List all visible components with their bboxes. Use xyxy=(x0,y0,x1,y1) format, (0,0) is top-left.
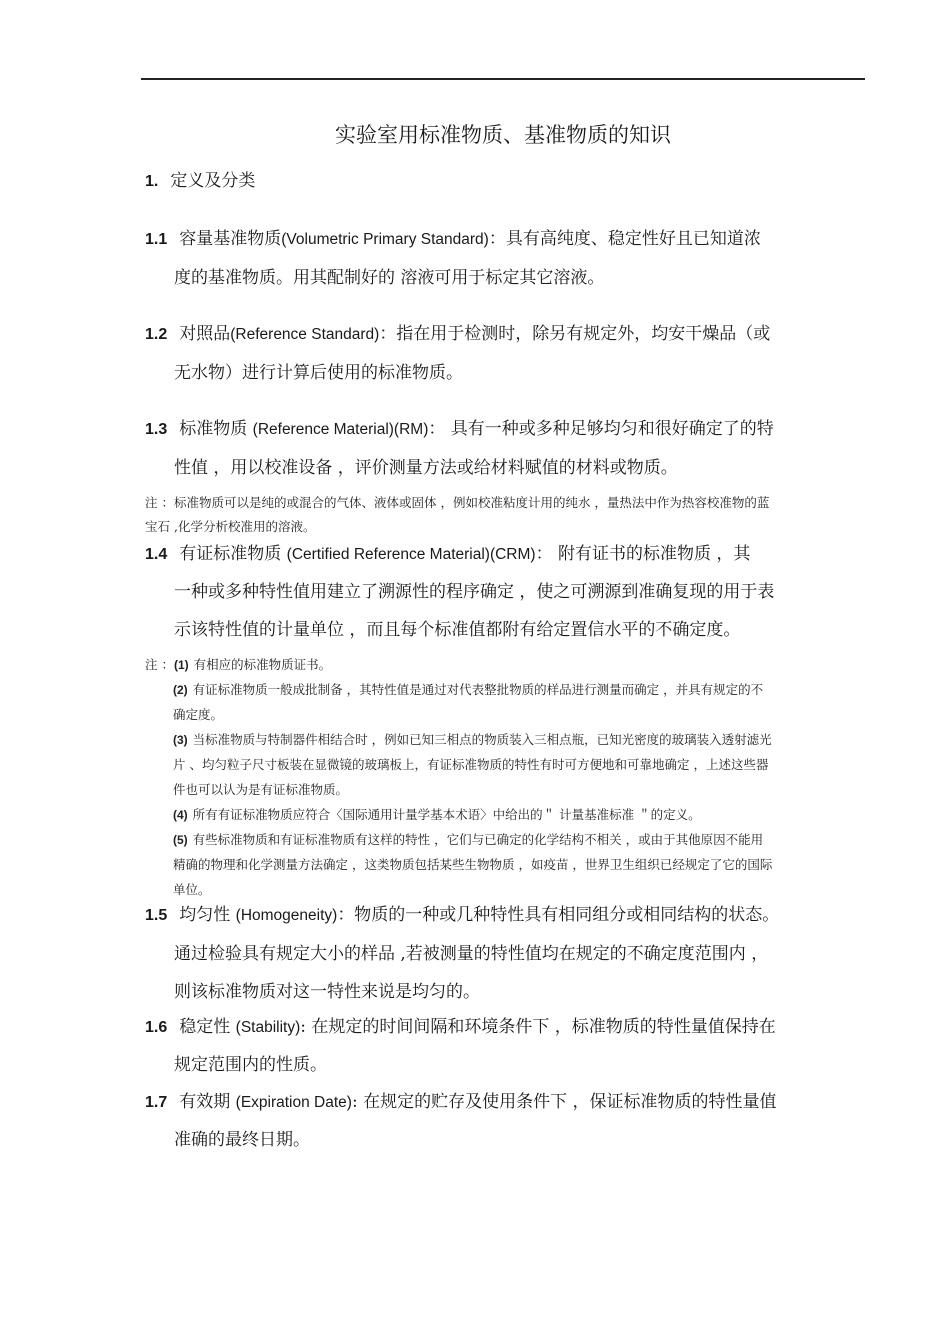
item-english-term: (Volumetric Primary Standard) xyxy=(281,231,489,248)
item-english-term: (Expiration Date) xyxy=(235,1094,352,1111)
item-term: 稳定性 xyxy=(179,1017,236,1037)
item-number: 1.5 xyxy=(145,907,168,924)
item-text: ：具有高纯度、稳定性好且已知道浓 xyxy=(488,229,761,249)
note-line: 有些标准物质和有证标准物质有这样的特性 ，它们与已确定的化学结构不相关 ，或由于其他原因不能用 xyxy=(192,832,764,847)
item-text-line: 无水物）进行计算后使用的标准物质。 xyxy=(174,363,463,383)
header-rule xyxy=(141,78,865,80)
item-number: 1.6 xyxy=(145,1019,168,1036)
section-title: 定义及分类 xyxy=(170,171,256,191)
note-line: 宝石 ,化学分析校准用的溶液。 xyxy=(145,519,316,534)
note-line: 有相应的标准物质证书。 xyxy=(193,657,332,672)
item-english-term: (Reference Material)(RM) xyxy=(252,421,429,438)
item-text-line: 示该特性值的计量单位 ，而且每个标准值都附有给定置信水平的不确定度。 xyxy=(174,620,741,640)
note-number: (2) xyxy=(173,683,188,697)
note-line: 注 ：标准物质可以是纯的或混合的气体、液体或固体 ，例如校准粘度计用的纯水 ，量热法中作为热容校准物的蓝 xyxy=(145,495,770,510)
item-text-line: 一种或多种特性值用建立了溯源性的程序确定 ，使之可溯源到准确复现的用于表 xyxy=(174,582,775,602)
item-text: : 在规定的时间间隔和环境条件下 ，标准物质的特性量值保持在 xyxy=(300,1017,776,1037)
item-text: : 在规定的贮存及使用条件下 ，保证标准物质的特性量值 xyxy=(351,1092,777,1112)
note-line: 精确的物理和化学测量方法确定 ，这类物质包括某些生物物质 ，如疫苗 ，世界卫生组织已经规定了它的国际 xyxy=(173,857,773,872)
item-english-term: (Stability) xyxy=(235,1019,301,1036)
page-title: 实验室用标准物质、基准物质的知识 xyxy=(335,123,671,147)
note-line: 单位。 xyxy=(173,882,211,897)
note-line: 有证标准物质一般成批制备 ，其特性值是通过对代表整批物质的样品进行测量而确定 ，并具有规定的不 xyxy=(192,682,764,697)
section-number: 1. xyxy=(145,173,159,190)
note-line: 当标准物质与特制器件相结合时 ，例如已知三相点的物质装入三相点瓶，已知光密度的玻璃装入透射滤光 xyxy=(192,732,772,747)
item-term: 容量基准物质 xyxy=(179,229,282,249)
item-number: 1.3 xyxy=(145,421,168,438)
note-line: 确定度。 xyxy=(173,707,224,722)
item-number: 1.2 xyxy=(145,326,168,343)
item-english-term: (Homogeneity) xyxy=(235,907,338,924)
item-number: 1.1 xyxy=(145,231,168,248)
item-term: 标准物质 xyxy=(179,419,253,439)
item-number: 1.7 xyxy=(145,1094,168,1111)
item-term: 有效期 xyxy=(179,1092,236,1112)
item-text-line: 准确的最终日期。 xyxy=(174,1130,310,1150)
item-term: 有证标准物质 xyxy=(179,544,287,564)
note-line: 片 、均匀粒子尺寸板装在显微镜的玻璃板上，有证标准物质的特性有时可方便地和可靠地确定 ，上述这些器 xyxy=(173,757,769,772)
note-number: (3) xyxy=(173,733,188,747)
item-text-line: 性值 ，用以校准设备 ，评价测量方法或给材料赋值的材料或物质。 xyxy=(174,458,678,478)
note-number: (1) xyxy=(173,658,189,672)
item-text-line: 度的基准物质。用其配制好的 溶液可用于标定其它溶液。 xyxy=(174,268,605,288)
item-number: 1.4 xyxy=(145,546,168,563)
item-english-term: (Reference Standard) xyxy=(230,326,380,343)
item-text-line: 则该标准物质对这一特性来说是均匀的。 xyxy=(174,982,480,1002)
item-text: ： 附有证书的标准物质 ，其 xyxy=(535,544,751,564)
item-text: ：指在用于检测时，除另有规定外，均安干燥品（或 xyxy=(379,324,771,344)
section-heading xyxy=(145,168,255,195)
note-number: (4) xyxy=(173,808,188,822)
item-term: 对照品 xyxy=(179,324,231,344)
item-text-line: 规定范围内的性质。 xyxy=(174,1055,327,1075)
item-text-line: 通过检验具有规定大小的样品 ,若被测量的特性值均在规定的不确定度范围内 ， xyxy=(174,944,769,964)
note-line: 所有有证标准物质应符合〈国际通用计量学基本术语〉中给出的＂ 计量基准标准 ＂的定义。 xyxy=(192,807,701,822)
note-prefix: 注 ： xyxy=(145,657,174,672)
note-line: 件也可以认为是有证标准物质。 xyxy=(173,782,349,797)
item-text: ： 具有一种或多种足够均匀和很好确定了的特 xyxy=(428,419,774,439)
item-term: 均匀性 xyxy=(179,905,236,925)
item-text: ：物质的一种或几种特性具有相同组分或相同结构的状态。 xyxy=(337,905,780,925)
item-english-term: (Certified Reference Material)(CRM) xyxy=(286,546,536,563)
note-number: (5) xyxy=(173,833,188,847)
